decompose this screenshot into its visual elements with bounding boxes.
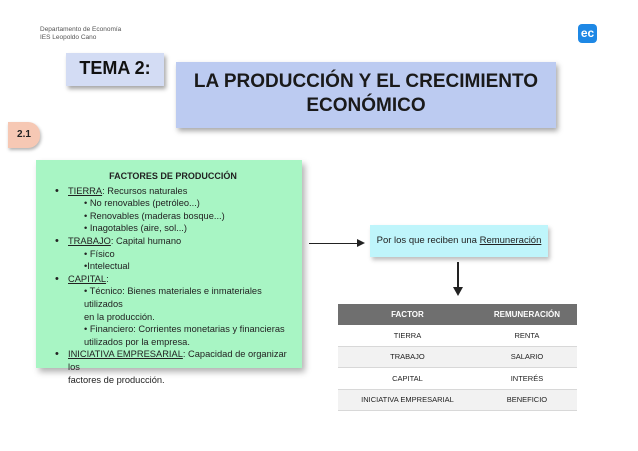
page-title (176, 62, 556, 128)
table-cell: INTERÉS (477, 368, 577, 390)
down-arrowhead-icon (453, 287, 463, 296)
factores-box (36, 160, 302, 385)
right-arrow-icon (309, 243, 361, 244)
factor-tierra (52, 185, 294, 198)
table-cell: INICIATIVA EMPRESARIAL (338, 389, 477, 411)
factor-trabajo (52, 235, 294, 248)
iniciativa-line-2: factores de producción. (68, 374, 165, 385)
table-cell: SALARIO (477, 346, 577, 368)
table-cell: TRABAJO (338, 346, 477, 368)
tierra-item: • Renovables (maderas bosque...) (84, 210, 225, 221)
table-row (338, 346, 577, 368)
tierra-item: • No renovables (petróleo...) (84, 198, 200, 209)
table-header-row (338, 304, 577, 325)
tierra-label: TIERRA (68, 185, 103, 196)
right-arrowhead-icon (357, 239, 365, 247)
department-header (40, 26, 121, 42)
trabajo-item: •Intelectual (84, 261, 130, 272)
capital-item: • Técnico: Bienes materiales e inmateriales utilizados (84, 286, 262, 309)
remuneracion-link[interactable]: Remuneración (479, 235, 542, 246)
tema-label: TEMA 2: (66, 53, 164, 86)
school-name: IES Leopoldo Cano (40, 34, 97, 41)
table-row (338, 325, 577, 346)
factores-title: FACTORES DE PRODUCCIÓN (109, 171, 237, 181)
header-remuneracion: REMUNERACIÓN (477, 304, 577, 325)
table-cell: RENTA (477, 325, 577, 346)
factor-iniciativa (52, 348, 294, 373)
remuneracion-table (338, 304, 577, 411)
iniciativa-label: INICIATIVA EMPRESARIAL (68, 349, 183, 360)
trabajo-label: TRABAJO (68, 235, 111, 246)
table-row (338, 368, 577, 390)
capital-item: • Financiero: Corrientes monetarias y financieras (84, 324, 285, 335)
iniciativa-text: : Capacidad de organizar los (68, 349, 287, 372)
down-arrow-icon (457, 262, 459, 288)
title-line-1: LA PRODUCCIÓN Y EL CRECIMIENTO (193, 71, 539, 92)
tierra-item: • Inagotables (aire, sol...) (84, 223, 187, 234)
capital-item: utilizados por la empresa. (84, 336, 190, 347)
table-cell: BENEFICIO (477, 389, 577, 411)
department-name: Departamento de Economía (40, 26, 122, 33)
remuneracion-prefix: Por los que reciben una (376, 235, 480, 246)
trabajo-text: : Capital humano (110, 235, 182, 246)
table-cell: TIERRA (338, 325, 477, 346)
section-badge: 2.1 (8, 122, 40, 148)
trabajo-item: • Físico (84, 248, 115, 259)
factor-capital (52, 273, 294, 286)
capital-item: en la producción. (84, 311, 155, 322)
header-factor: FACTOR (338, 304, 477, 325)
capital-label: CAPITAL (68, 273, 107, 284)
tierra-text: : Recursos naturales (102, 185, 188, 196)
capital-text: : (106, 273, 109, 284)
title-line-2: ECONÓMICO (306, 95, 426, 116)
table-cell: CAPITAL (338, 368, 477, 390)
remuneracion-box (370, 225, 548, 257)
table-row (338, 389, 577, 411)
ec-logo-icon: ec (578, 24, 597, 43)
